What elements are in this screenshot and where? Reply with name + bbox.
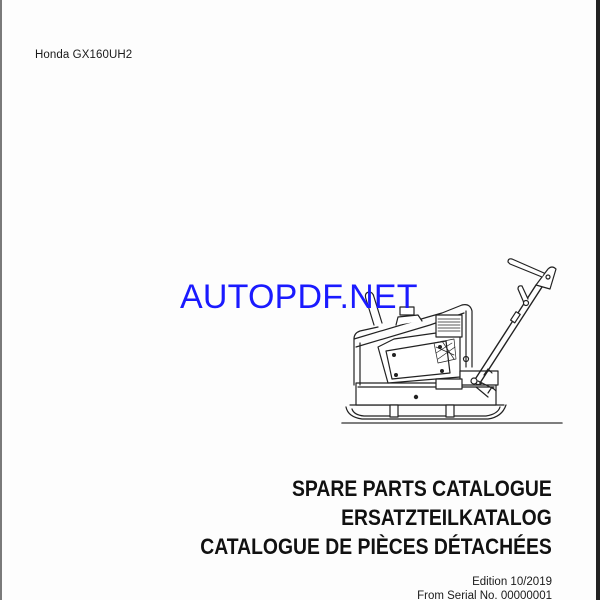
watermark-text: AUTOPDF.NET <box>180 278 418 316</box>
title-french: CATALOGUE DE PIÈCES DÉTACHÉES <box>200 534 552 559</box>
title-english: SPARE PARTS CATALOGUE <box>292 476 552 501</box>
title-german: ERSATZTEILKATALOG <box>341 505 552 530</box>
catalogue-titles <box>200 474 552 561</box>
engine-model-label: Honda GX160UH2 <box>35 49 133 61</box>
edition-block <box>417 575 552 603</box>
edition-label: Edition 10/2019 <box>472 576 552 588</box>
serial-label: From Serial No. 00000001 <box>417 590 552 602</box>
page-right-border <box>596 0 600 600</box>
page-left-border <box>0 0 2 600</box>
